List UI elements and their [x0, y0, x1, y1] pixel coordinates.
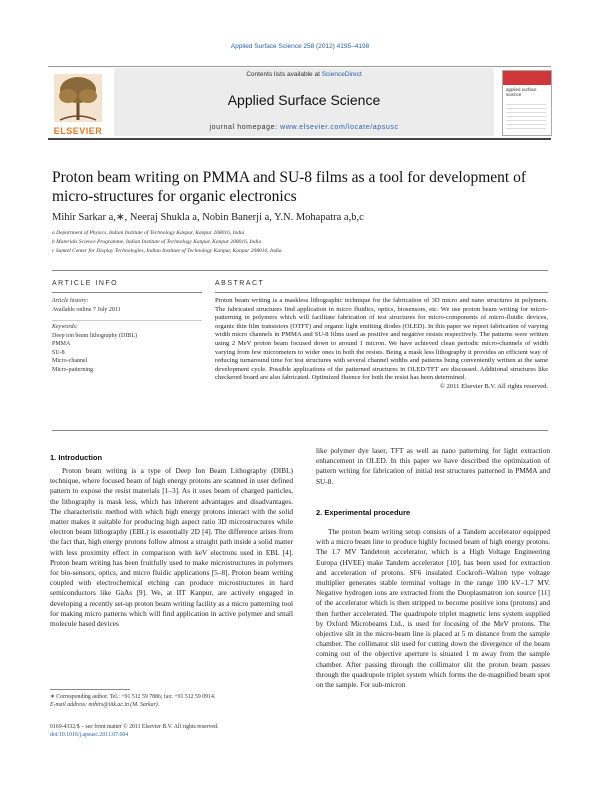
- keyword: Micro-channel: [52, 358, 88, 364]
- journal-homepage: [114, 124, 494, 131]
- cover-color-bar: [503, 71, 551, 85]
- doi-link[interactable]: doi:10.1016/j.apsusc.2011.07.004: [50, 731, 129, 738]
- sciencedirect-link[interactable]: ScienceDirect: [321, 71, 362, 78]
- experimental-heading: 2. Experimental procedure: [316, 508, 411, 517]
- experimental-paragraph: The proton beam writing setup consists of a Tandem accelerator equipped with a micro beam line to produce highly focused beam of high energy protons. The 1.7 MV Tandetron accelerator, which is a High Voltage Engineering Europa (HVEE) make Tandem accelerator [10], has been used for extraction and acceleration of protons. SF6 insulated Cockroft–Walton type voltage multiplier generates stable terminal voltage in the range 100 kV–1.7 MV. Negative hydrogen ions are extracted from the Duoplasmatron ion source [11] of the accelerator which is then stripped to become positive ions (protons) and then further accelerated. The quadrupole triplet magnetic lens system supplied by Oxford Microbeams Ltd., is used for focusing of the MeV protons. The objective slit in the micro-beam line is placed at 5 m distance from the sample chamber. The collimator slit used for cutting down the divergence of the beam coming out of the objective aperture is situated 1 m away from the sample chamber. After passing through the collimator slit the proton beam passes through the quadrupole triplet system which forms the de-magnified beam spot on the sample. For sub-micron: [316, 527, 550, 690]
- introduction-heading: 1. Introduction: [50, 453, 103, 462]
- cover-text-lines: [506, 101, 546, 129]
- introduction-body: [50, 466, 293, 629]
- homepage-prefix: journal homepage:: [209, 124, 281, 131]
- keywords-block: [52, 323, 202, 374]
- cover-title: applied surface science: [506, 87, 537, 97]
- corresponding-author: ∗ Corresponding author. Tel.: +91 512 59 7886; fax: +91 512 59 0914.: [50, 694, 216, 700]
- abstract-body: [215, 297, 548, 392]
- affiliation-a: a Department of Physics, Indian Institute of Technology Kanpur, Kanpur 208016, India: [52, 230, 245, 236]
- copyright-notice: © 2011 Elsevier B.V. All rights reserved.: [439, 382, 548, 390]
- publisher-logo-text: ELSEVIER: [53, 126, 103, 136]
- article-history: [52, 297, 202, 314]
- keyword: Deep ion beam lithography (DIBL): [52, 332, 137, 339]
- issn-block: [50, 724, 350, 739]
- article-info-heading: ARTICLE INFO: [52, 280, 119, 287]
- introduction-paragraph-cont: like polymer dye laser, TFT as well as nano patterning for light extraction enhancement in OLED. In this paper we have described the optimization of pattern writing for fabrication of initial test structures patterned in PMMA and SU-8.: [316, 446, 550, 486]
- journal-reference[interactable]: Applied Surface Science 258 (2012) 4195–4198: [230, 43, 370, 50]
- affiliations: [52, 229, 552, 256]
- affiliation-b: b Materials Science Programme, Indian Institute of Technology Kanpur, Kanpur 208016, India: [52, 239, 262, 245]
- abstract-bottom-rule: [52, 430, 548, 431]
- section-divider: [52, 270, 548, 271]
- header-bottom-rule: [48, 138, 551, 140]
- introduction-paragraph: Proton beam writing is a type of Deep Ion Beam Lithography (DIBL) technique, where focused beam of high energy protons are scanned in user defined pattern to expose the resist materials [1–3]. As it uses beam of charged particles, the lithography is mask less, which has inherent advantages and disadvantages. The characteristic method with which high energy protons interact with the solid matter makes it suitable for producing high aspect ratio 3D microstructures while electron beam lithography (EBL) is essentially 2D [4]. The difference arises from the fact that, high energy protons follow almost a straight path inside a solid matter with less proximity effect in comparison with keV electrons used in EBL [4]. Proton beam writing has been fruitfully used to make microstructures in polymers for bio-sensors, optics, and micro fluidic applications [5–8]. Proton beam writing coupled with electrochemical etching can produce microstructures in hard semiconductors like GaAs [9]. We, at IIT Kanpur, are actively engaged in developing a recently set-up proton beam writing facility as a micro patterning tool for making micro patterns which will find application in active polymer and small molecule based devices: [50, 466, 293, 629]
- affiliation-c: c Samtel Center for Display Technologies, Indian Institute of Technology Kanpur, Kanpur 208016, India: [52, 248, 282, 254]
- keyword: SU-8: [52, 349, 65, 356]
- author-list: Mihir Sarkar a,∗, Neeraj Shukla a, Nobin Banerji a, Y.N. Mohapatra a,b,c: [52, 212, 364, 223]
- keywords-divider: [52, 320, 202, 321]
- abstract-heading: ABSTRACT: [215, 280, 265, 287]
- keyword: Micro-patterning: [52, 366, 93, 373]
- history-value: Available online 7 July 2011: [52, 306, 121, 313]
- keywords-label: Keywords:: [52, 324, 78, 330]
- homepage-link[interactable]: www.elsevier.com/locate/apsusc: [280, 124, 399, 131]
- journal-cover-thumbnail: [502, 70, 552, 136]
- experimental-body: [316, 527, 550, 690]
- info-divider: [52, 292, 202, 293]
- abstract-text: Proton beam writing is a maskless lithographic technique for the fabrication of 3D micro and nano structures in polymers. The fabricated structures find application in micro fluidics, optics, biosensors, etc. We use proton beam writing for micro-patterning in polymers which will facilitate fabrication of test structures for micro-components of micro-fluidic devices, organic thin film transistors (OTFT) and organic light emitting diodes (OLED). In this paper we report fabrication of varying width micro channels in PMMA and SU-8 films used as positive and negative resists respectively. The patterns were written using 2 MeV proton beam focused down to around 1 micron. We have achieved clean periodic micro-channels of width varying from few micrometers to wider ones in both the resists. Being a mask less lithography it provides an efficient way of reducing turnaround time for test structures with several channel widths and patterns being conveniently written at the same development cycle. Possible applications of the patterned structures in OLED/TFT are discussed. Additional structures like checkered board are also fabricated. Optimized fluence for both the resist has been determined.: [215, 297, 548, 382]
- contents-line: [114, 71, 494, 78]
- issn-line: 0169-4332/$ – see front matter © 2011 Elsevier B.V. All rights reserved.: [50, 724, 219, 730]
- author-email[interactable]: E-mail address: mihirs@iitk.ac.in (M. Sarkar).: [50, 702, 160, 708]
- footnote-rule: [50, 689, 130, 690]
- abstract-divider: [215, 292, 548, 293]
- introduction-continued: [316, 446, 550, 487]
- keyword: PMMA: [52, 341, 71, 347]
- article-title: Proton beam writing on PMMA and SU-8 films as a tool for development of micro-structures for organic electronics: [52, 169, 526, 205]
- history-label: Article history:: [52, 298, 89, 304]
- header-top-rule: [48, 66, 551, 67]
- footnote: [50, 693, 290, 709]
- contents-prefix: Contents lists available at: [246, 71, 322, 78]
- journal-title: Applied Surface Science: [227, 92, 381, 108]
- elsevier-tree-logo: [50, 72, 106, 134]
